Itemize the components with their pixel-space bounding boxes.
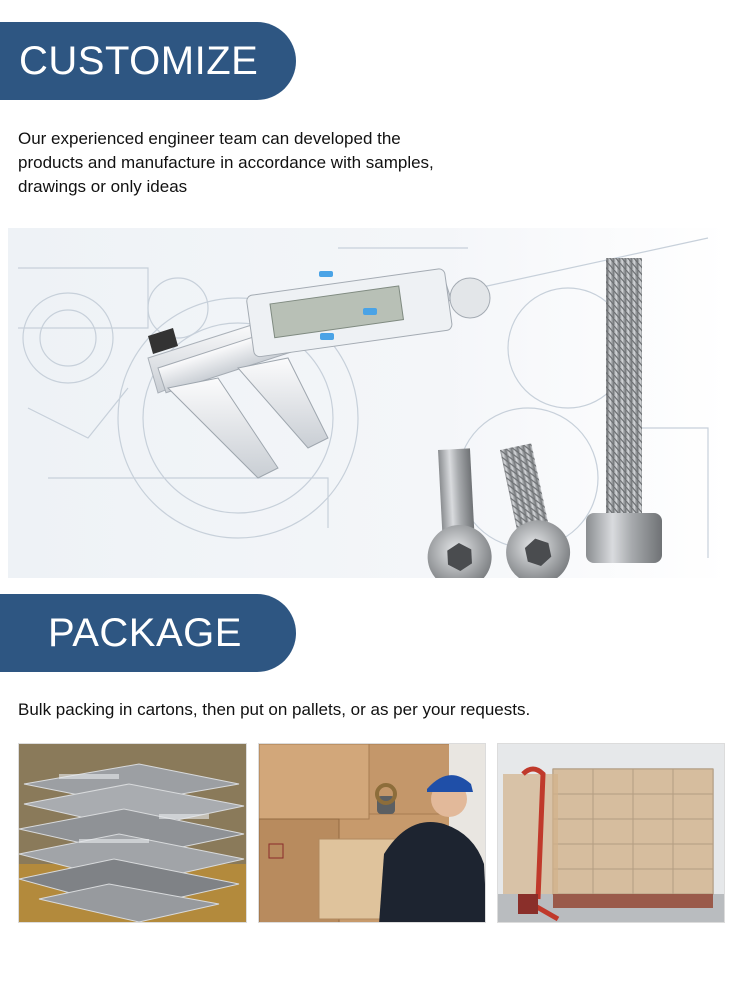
customize-banner [0,22,296,100]
vacuum-bags-image [18,743,247,923]
worker-taping-carton-image [258,743,486,923]
package-title: PACKAGE [48,610,242,655]
customize-title: CUSTOMIZE [19,38,259,83]
hero-image [8,228,728,578]
package-description: Bulk packing in cartons, then put on pallets, or as per your requests. [18,700,531,719]
package-banner [0,594,296,672]
pallet-cartons-image [497,743,725,923]
customize-description: Our experienced engineer team can developed the products and manufacture in accordance with samples, drawings or only ideas [18,129,434,196]
